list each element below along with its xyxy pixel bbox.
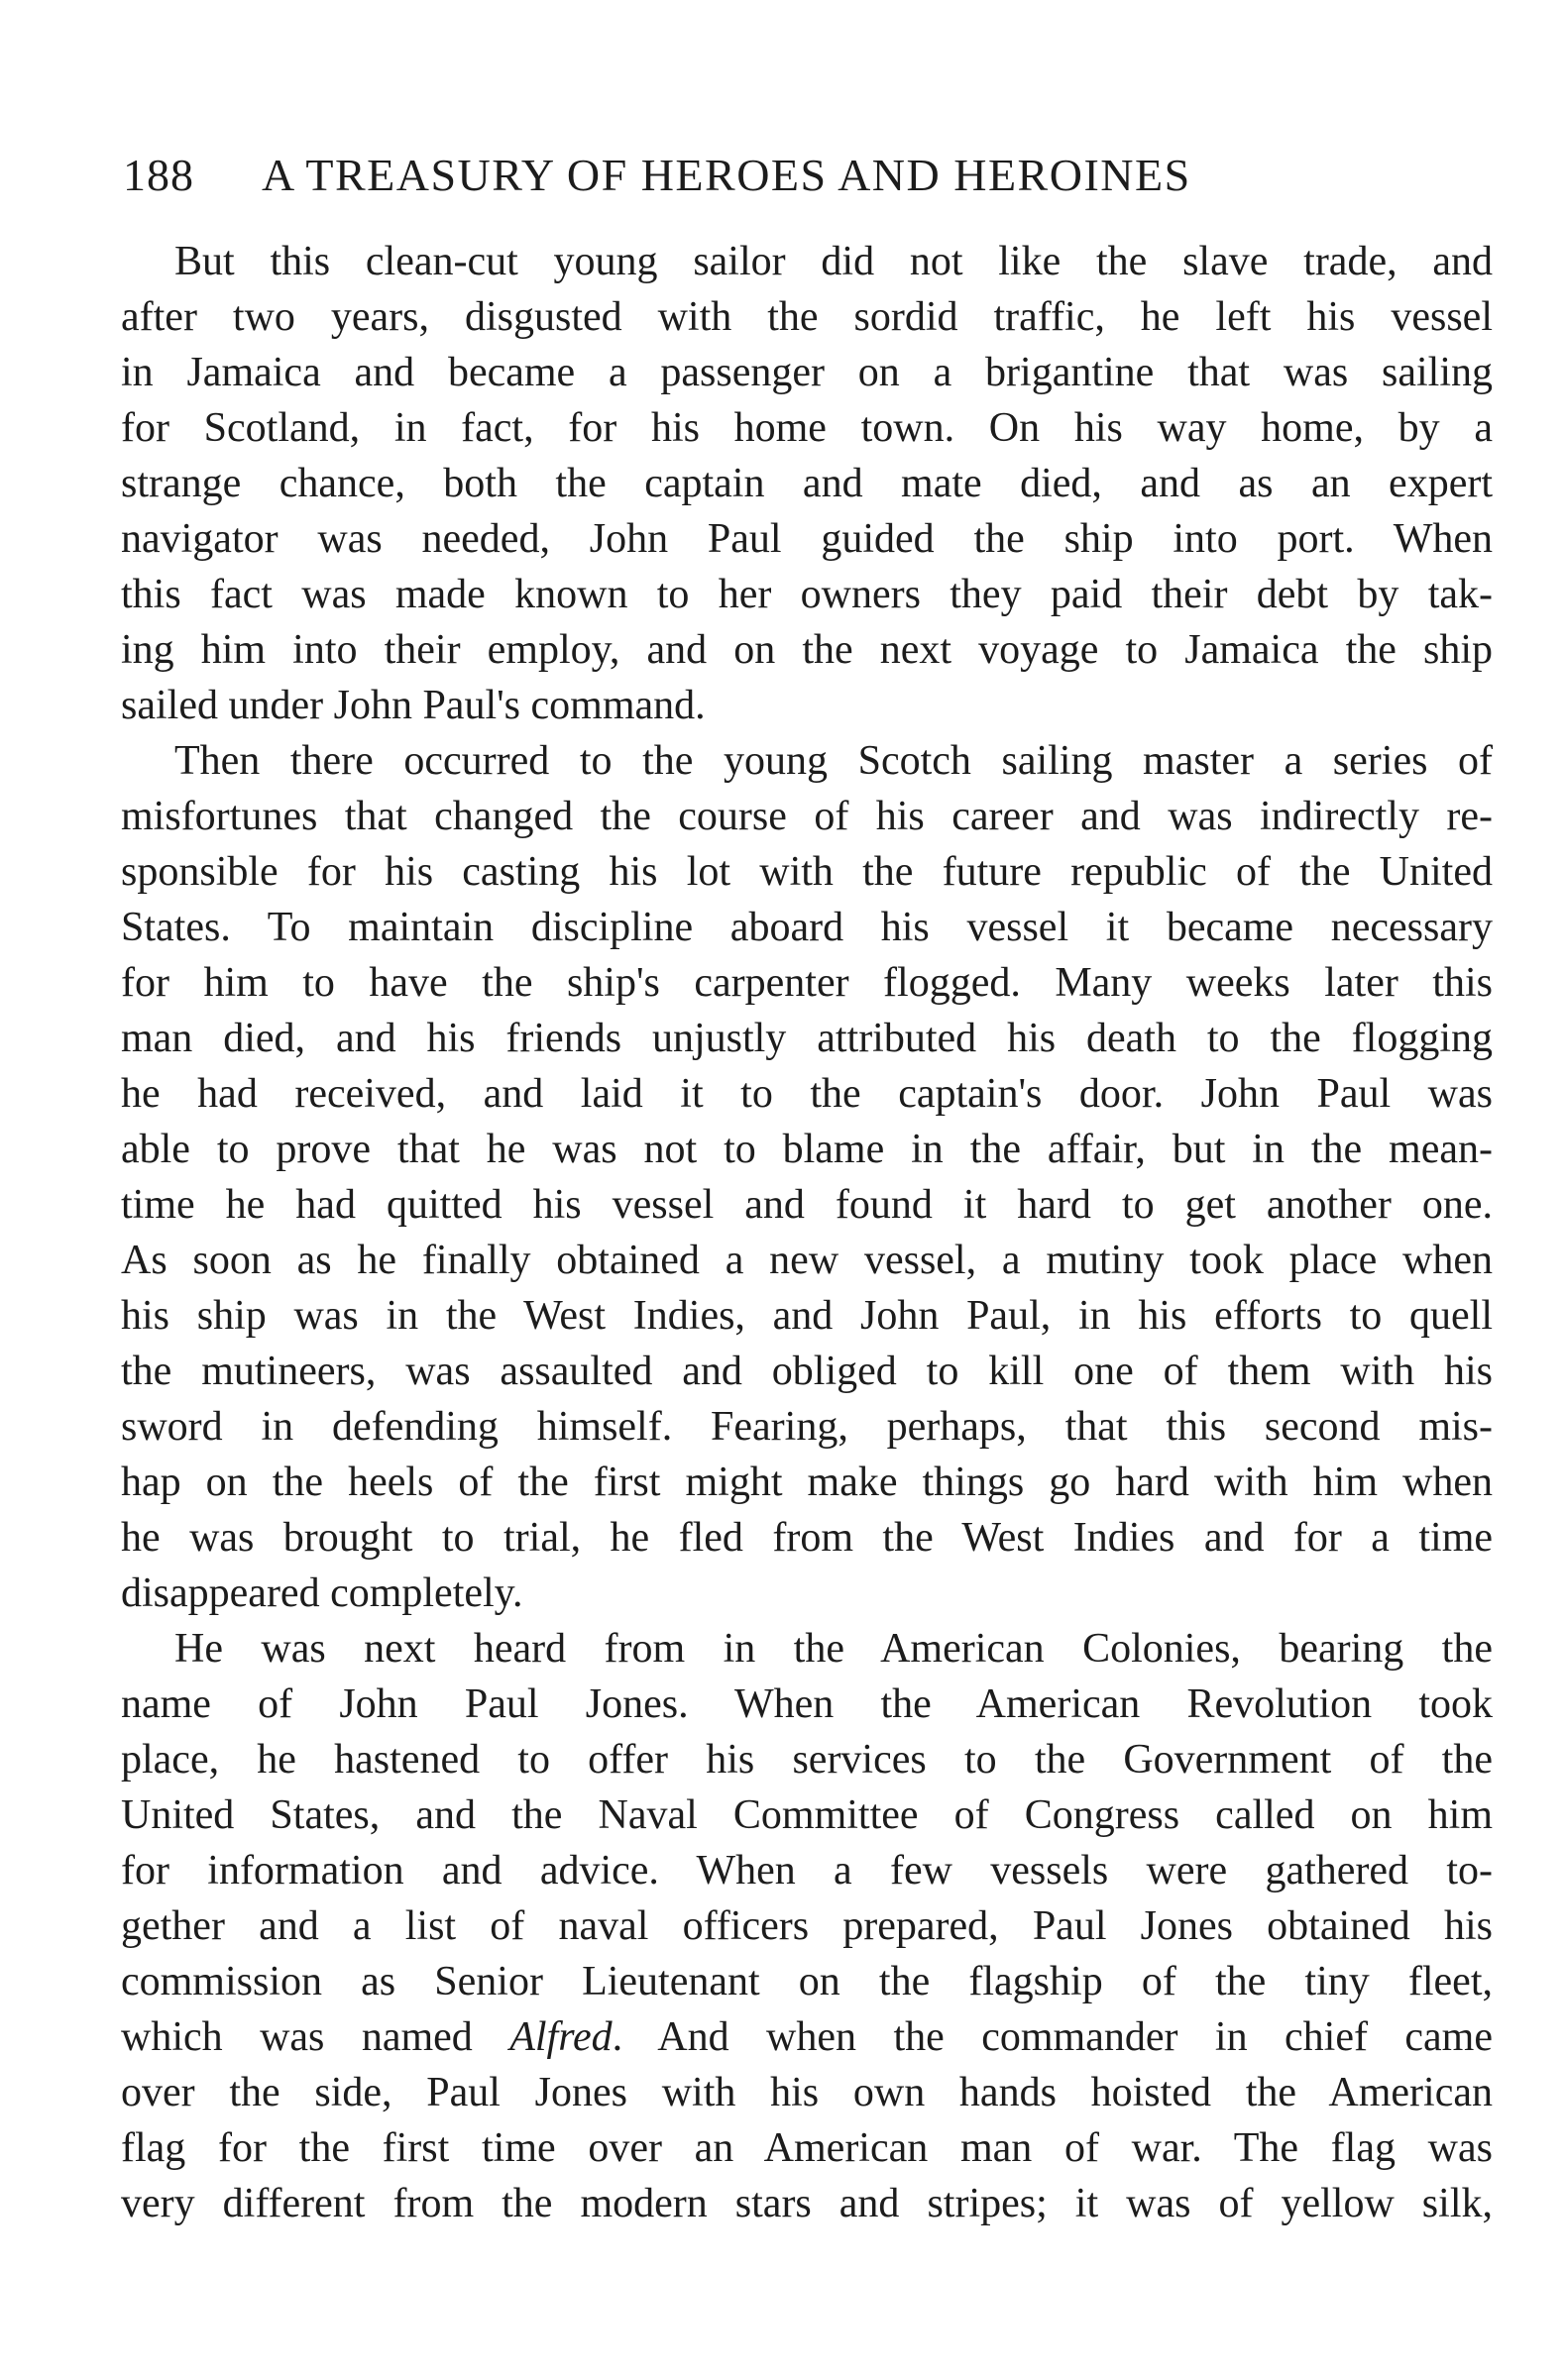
text-line: sailed under John Paul's command. xyxy=(121,683,706,728)
text-line: sword in defending himself. Fearing, perhaps, that this second mis- xyxy=(121,1404,1493,1450)
text-line: ing him into their employ, and on the next voyage to Jamaica the ship xyxy=(121,627,1493,673)
text-line: commission as Senior Lieutenant on the flagship of the tiny fleet, xyxy=(121,1959,1493,2004)
text-line: flag for the first time over an American man of war. The flag was xyxy=(121,2125,1493,2171)
text-line: place, he hastened to offer his services to the Government of the xyxy=(121,1737,1493,1783)
paragraph-2 xyxy=(121,733,1493,1621)
text-line: He was next heard from in the American Colonies, bearing the xyxy=(174,1626,1493,1672)
text-line: Then there occurred to the young Scotch sailing master a series of xyxy=(174,738,1493,784)
text-line: for him to have the ship's carpenter flogged. Many weeks later this xyxy=(121,960,1493,1006)
text-line: navigator was needed, John Paul guided the ship into port. When xyxy=(121,516,1493,562)
paragraph-3 xyxy=(121,1621,1493,2231)
text-line: able to prove that he was not to blame in the affair, but in the mean- xyxy=(121,1127,1493,1172)
text-line: he was brought to trial, he fled from the West Indies and for a time xyxy=(121,1515,1493,1561)
text-line: United States, and the Naval Committee of Congress called on him xyxy=(121,1792,1493,1838)
page-header xyxy=(123,149,1491,208)
body-text xyxy=(121,234,1493,2231)
text-line: he had received, and laid it to the captain's door. John Paul was xyxy=(121,1071,1493,1117)
running-title: A TREASURY OF HEROES AND HEROINES xyxy=(262,150,1191,200)
text-line: As soon as he finally obtained a new vessel, a mutiny took place when xyxy=(121,1238,1493,1283)
text-line: disappeared completely. xyxy=(121,1570,523,1616)
text-line: gether and a list of naval officers prepared, Paul Jones obtained his xyxy=(121,1903,1493,1949)
text-line: after two years, disgusted with the sordid traffic, he left his vessel xyxy=(121,294,1493,340)
text-line: time he had quitted his vessel and found it hard to get another one. xyxy=(121,1182,1493,1228)
text-line: sponsible for his casting his lot with the future republic of the United xyxy=(121,849,1493,895)
text-line: strange chance, both the captain and mate died, and as an expert xyxy=(121,461,1493,506)
text-line: over the side, Paul Jones with his own hands hoisted the American xyxy=(121,2070,1493,2115)
page-number: 188 xyxy=(123,150,194,200)
text-line: in Jamaica and became a passenger on a brigantine that was sailing xyxy=(121,350,1493,395)
text-line: States. To maintain discipline aboard his vessel it became necessary xyxy=(121,905,1493,950)
text-line: which was named Alfred. And when the commander in chief came xyxy=(121,2014,1493,2060)
text-line: hap on the heels of the first might make things go hard with him when xyxy=(121,1460,1493,1505)
text-line: his ship was in the West Indies, and John Paul, in his efforts to quell xyxy=(121,1293,1493,1339)
text-line: this fact was made known to her owners they paid their debt by tak- xyxy=(121,572,1493,617)
text-line: for Scotland, in fact, for his home town. On his way home, by a xyxy=(121,405,1493,451)
text-line: name of John Paul Jones. When the American Revolution took xyxy=(121,1681,1493,1727)
text-line: the mutineers, was assaulted and obliged to kill one of them with his xyxy=(121,1349,1493,1394)
text-line: man died, and his friends unjustly attributed his death to the flogging xyxy=(121,1016,1493,1061)
text-line: misfortunes that changed the course of his career and was indirectly re- xyxy=(121,794,1493,839)
text-line: for information and advice. When a few vessels were gathered to- xyxy=(121,1848,1493,1893)
text-line: very different from the modern stars and stripes; it was of yellow silk, xyxy=(121,2181,1493,2226)
ship-name: Alfred xyxy=(509,2014,613,2060)
paragraph-1 xyxy=(121,234,1493,733)
text-line: But this clean-cut young sailor did not like the slave trade, and xyxy=(174,239,1493,284)
